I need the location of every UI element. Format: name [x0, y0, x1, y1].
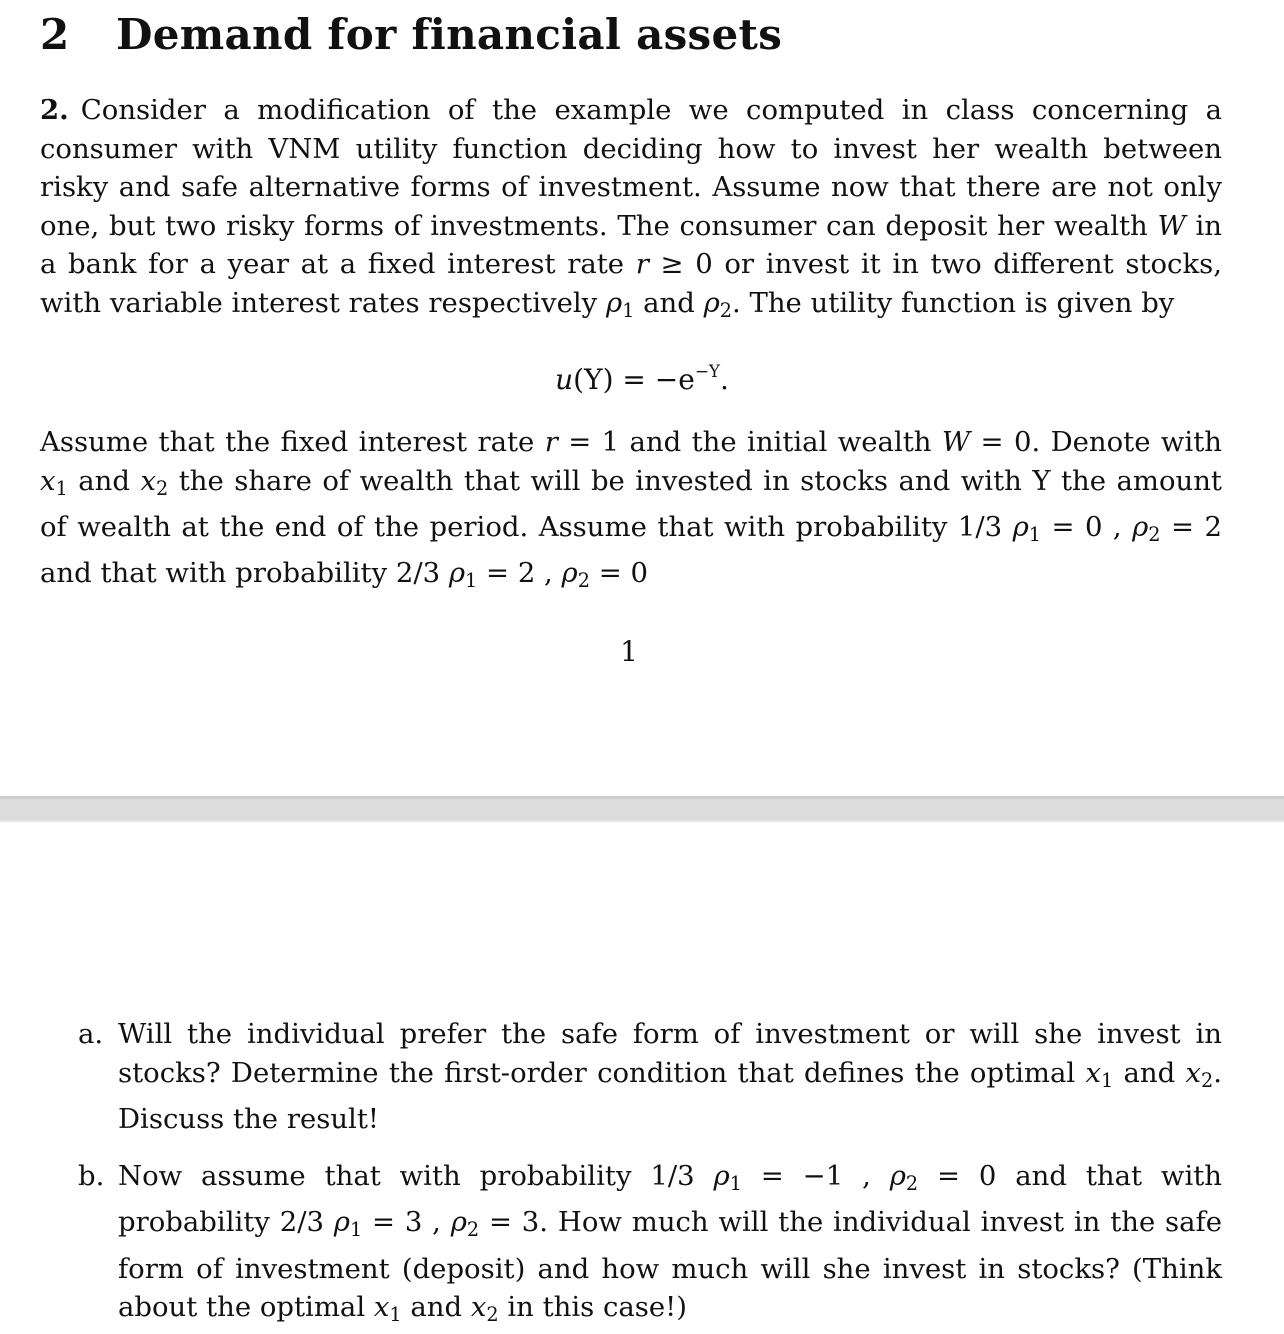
text-run: = 0. Denote with [970, 426, 1222, 458]
math-var: x [1085, 1056, 1101, 1089]
text-run: = −1 , [741, 1160, 890, 1192]
math-subscript: 2 [577, 568, 590, 592]
text-run: and [401, 1291, 471, 1324]
math-var: r [635, 248, 649, 280]
question-label: a. [78, 1018, 104, 1050]
math-var: x [140, 464, 156, 497]
text-run: = 0 [589, 557, 648, 590]
text-run: = 3. How much will the individual invest in the safe form of investment (deposit) and how much will she invest in stocks? (Think about the optimal [118, 1206, 1222, 1324]
math-var: ρ [703, 286, 720, 319]
math-var: x [470, 1291, 487, 1324]
text-run: = 2 , [477, 557, 562, 590]
text-run: in this case!) [498, 1291, 687, 1324]
text-run: Will the individual prefer the safe form of investment or will she invest in stocks? Determine the first-order condition that defines the optimal [118, 1018, 1222, 1089]
text-run: the share of wealth that will be invested in stocks and with Y the amount of wealth at the end of the period. Assume that with probability 1/3 [40, 464, 1222, 543]
problem-number: 2. [40, 94, 69, 126]
math-var: ρ [561, 557, 578, 590]
math-subscript: 2 [155, 476, 169, 500]
formula-end: . [719, 362, 729, 396]
math-subscript: 1 [1028, 522, 1042, 546]
problem-assumptions [40, 423, 1222, 600]
math-var: ρ [889, 1160, 906, 1192]
text-run: and [67, 464, 141, 497]
formula-exponent: −Y [694, 361, 720, 381]
document-page-bottom [0, 822, 1284, 1328]
text-run: = 3 , [362, 1206, 451, 1239]
text-run: = 2 and that with probability 2/3 [40, 510, 1222, 590]
text-run: and [1113, 1056, 1186, 1089]
question-text [118, 1015, 1222, 1138]
math-var: ρ [448, 557, 466, 590]
math-var: x [373, 1291, 390, 1324]
math-var: W [1157, 209, 1186, 242]
math-var: ρ [1132, 510, 1149, 543]
text-run: and [634, 286, 704, 319]
math-subscript: 1 [622, 298, 635, 322]
section-number: 2 [40, 10, 70, 59]
math-var: x [1185, 1056, 1201, 1089]
math-var: ρ [333, 1206, 350, 1239]
math-subscript: 2 [466, 1218, 480, 1242]
math-subscript: 1 [465, 568, 478, 592]
section-title: Demand for financial assets [116, 10, 783, 59]
text-run: = 0 and that with probability 2/3 [118, 1160, 1223, 1239]
math-subscript: 1 [729, 1171, 742, 1195]
text-run: . Discuss the result! [118, 1056, 1222, 1135]
math-var: r [544, 426, 558, 458]
math-var: ρ [605, 286, 623, 319]
text-run: in a bank for a year at a fixed interest rate [40, 209, 1223, 280]
problem-intro [40, 91, 1222, 330]
math-var: x [40, 464, 56, 497]
math-subscript: 2 [905, 1171, 919, 1195]
math-var: ρ [450, 1206, 467, 1239]
math-subscript: 2 [719, 298, 732, 322]
text-run: Consider a modification of the example we computed in class concerning a consumer with VNM utility function deciding how to invest her wealth between risky and safe alternative forms of investment. Assume now that there are not only one, but two risky forms of investments. The consumer can deposit her wealth [40, 94, 1222, 242]
formula-rhs: = −e [613, 362, 695, 396]
math-var: W [941, 426, 971, 458]
question-text [118, 1157, 1222, 1334]
math-subscript: 1 [389, 1302, 402, 1326]
math-var: ρ [1012, 510, 1029, 543]
text-run: ≥ 0 or invest it in two different stocks, with variable interest rates respectively [40, 248, 1222, 319]
text-run: Assume that the fixed interest rate [40, 426, 545, 458]
question-b [78, 1157, 1222, 1334]
utility-formula [0, 351, 1284, 400]
formula-fn: u [555, 362, 574, 396]
math-subscript: 1 [1100, 1068, 1114, 1092]
math-var: ρ [713, 1160, 730, 1192]
text-run: . The utility function is given by [732, 286, 1175, 319]
question-label: b. [78, 1160, 105, 1192]
math-subscript: 2 [1201, 1068, 1214, 1092]
math-subscript: 2 [1148, 522, 1161, 546]
formula-arg: (Y) [573, 362, 614, 396]
question-a [78, 1015, 1222, 1138]
text-run: Now assume that with probability 1/3 [118, 1160, 714, 1192]
text-run: = 1 and the initial wealth [557, 426, 942, 458]
page-number: 1 [620, 635, 638, 668]
math-subscript: 2 [486, 1302, 499, 1326]
text-run: = 0 , [1041, 510, 1133, 543]
math-subscript: 1 [55, 476, 68, 500]
math-subscript: 1 [349, 1218, 363, 1242]
section-heading [40, 10, 782, 59]
page-separator [0, 796, 1284, 822]
